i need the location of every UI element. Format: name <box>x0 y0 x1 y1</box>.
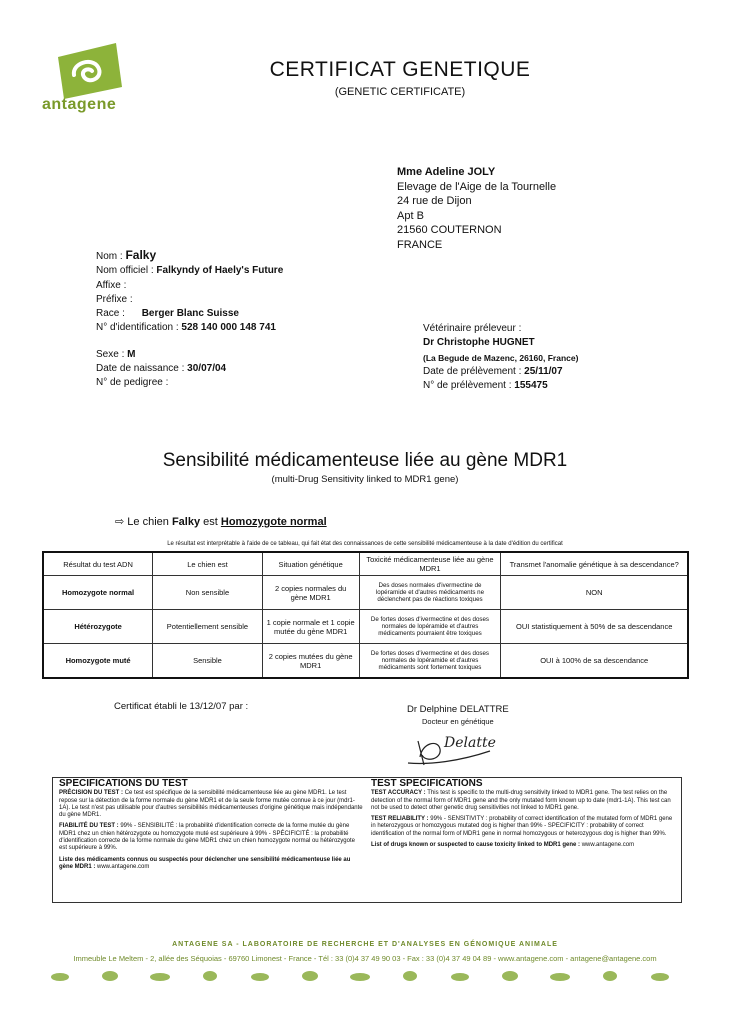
table-cell: De fortes doses d'ivermectine et des doses normales de lopéramide et d'autres médicaments sont fortement toxiques <box>359 644 501 679</box>
table-cell: Homozygote normal <box>43 576 153 610</box>
owner-line: FRANCE <box>397 238 443 251</box>
specs-fr-key: Liste des médicaments connus ou suspectés pour déclencher une sensibilité médicamenteuse liée au gène MDR1 : <box>59 856 351 870</box>
table-header: Transmet l'anomalie génétique à sa descendance? <box>501 552 688 576</box>
table-row <box>43 610 688 644</box>
table-cell: Des doses normales d'ivermectine de lopéramide et d'autres médicaments ne déclenchent pas de réactions toxiques <box>359 576 501 610</box>
footer-address: Immeuble Le Meltem - 2, allée des Séquoias - 69760 Limonest - France - Tél : 33 (0)4 37 49 90 03 - Fax : 33 (0)4 37 49 04 89 - www.antagene.com - antagene@antagene.com <box>73 954 657 963</box>
table-cell: Homozygote muté <box>43 644 153 679</box>
specs-fr-key: FIABILITÉ DU TEST : <box>59 823 119 830</box>
table-cell: NON <box>501 576 688 610</box>
specs-en-key: TEST ACCURACY : <box>371 790 426 797</box>
test-result <box>115 515 327 528</box>
certificate-issued: Certificat établi le 13/12/07 par : <box>114 701 249 712</box>
specs-fr <box>59 780 364 875</box>
certificate-subtitle: (GENETIC CERTIFICATE) <box>334 86 466 98</box>
table-header: Toxicité médicamenteuse liée au gène MDR1 <box>359 552 501 576</box>
specifications-box <box>52 777 682 903</box>
table-note: Le résultat est interprétable à l'aide de ce tableau, qui fait état des connaissances de cette sensibilité médicamenteuse à la date d'édition du certificat <box>167 541 563 547</box>
specs-en-text: 99% - SENSITIVITY : probability of correct identification of the mutated form of MDR1 gene in heterozygous or homozygous mutated dog is higher than 99% - SPECIFICITY : probability of correct identification of the normal form of MDR1 gene in normal homozygous or heterozygous dog is higher than 99%. <box>371 816 673 837</box>
specs-fr-text: Ce test est spécifique de la sensibilité médicamenteuse liée au gène MDR1. Le test repose sur la détection de la forme normale du gène MDR1 et de la seule forme mutée connue à ce jour (mdr1-1A). Le test n'est pas utilisable pour d'autres sensibilités médicamenteuses d'origine génétique mais indépendante du gène MDR1. <box>59 790 363 819</box>
owner-line: Elevage de l'Aige de la Tournelle <box>397 180 557 193</box>
animal-silhouettes-icon <box>40 968 690 984</box>
result-verb: est <box>203 516 218 528</box>
signer-title: Docteur en génétique <box>422 717 494 726</box>
table-header: Le chien est <box>153 552 263 576</box>
specs-en-key: List of drugs known or suspected to cause toxicity linked to MDR1 gene : <box>371 842 581 849</box>
table-header: Résultat du test ADN <box>43 552 153 576</box>
table-cell: Hétérozygote <box>43 610 153 644</box>
table-cell: Non sensible <box>153 576 263 610</box>
table-row <box>43 576 688 610</box>
vet-info <box>423 322 578 393</box>
table-cell: De fortes doses d'ivermectine et des doses normales de lopéramide et d'autres médicaments pourraient être toxiques <box>359 610 501 644</box>
specs-fr-key: PRÉCISION DU TEST : <box>59 790 124 797</box>
certificate-title: CERTIFICAT GENETIQUE <box>269 58 531 81</box>
signer-name: Dr Delphine DELATTRE <box>407 704 509 715</box>
result-prefix: Le chien <box>127 516 169 528</box>
owner-name: Mme Adeline JOLY <box>397 166 496 178</box>
table-cell: Potentiellement sensible <box>153 610 263 644</box>
dog-breed-label: Race : <box>96 308 125 320</box>
specs-fr-text: 99% - SENSIBILITÉ : la probabilité d'identification correcte de la forme mutée du gène MDR1 chez un chien hétérozygote ou homozygote muté est supérieure à 99% - SPÉCIFICITÉ : la probabilité d'identification correcte de la forme normale du gène MDR1 chez un chien homozygote normal ou hétérozygote est supérieure à 99%. <box>59 823 355 852</box>
signature-icon <box>400 725 520 770</box>
table-cell: OUI statistiquement à 50% de sa descendance <box>501 610 688 644</box>
dog-prefix-label: Préfixe : <box>96 293 133 305</box>
dog-sex: M <box>127 348 136 360</box>
mdr1-table <box>42 551 689 679</box>
footer-company: ANTAGENE SA - LABORATOIRE DE RECHERCHE ET D'ANALYSES EN GÉNOMIQUE ANIMALE <box>172 941 558 948</box>
dog-info <box>96 248 283 391</box>
dog-name: Falky <box>125 248 157 262</box>
owner-address <box>397 165 556 252</box>
owner-line: 24 rue de Dijon <box>397 195 472 207</box>
result-genotype: Homozygote normal <box>220 516 327 528</box>
specs-fr-title: SPECIFICATIONS DU TEST <box>59 778 188 789</box>
sample-number: 155475 <box>514 380 548 392</box>
sample-number-label: N° de prélèvement : <box>423 380 512 392</box>
table-header: Situation génétique <box>262 552 359 576</box>
table-cell: 1 copie normale et 1 copie mutée du gène MDR1 <box>262 610 359 644</box>
vet-label: Vétérinaire préleveur : <box>423 323 522 334</box>
dog-birth-label: Date de naissance : <box>96 363 185 375</box>
owner-line: 21560 COUTERNON <box>397 224 502 236</box>
dog-id-label: N° d'identification : <box>96 322 179 334</box>
table-cell: OUI à 100% de sa descendance <box>501 644 688 679</box>
section-subtitle: (multi-Drug Sensitivity linked to MDR1 gene) <box>271 474 459 485</box>
dog-affix-label: Affixe : <box>96 279 127 291</box>
section-title: Sensibilité médicamenteuse liée au gène MDR1 <box>162 450 568 471</box>
logo-wordmark: antagene <box>42 96 117 113</box>
dog-id: 528 140 000 148 741 <box>181 322 276 334</box>
specs-en-link: www.antagene.com <box>581 842 635 849</box>
specs-fr-link: www.antagene.com <box>97 863 150 870</box>
table-cell: 2 copies mutées du gène MDR1 <box>262 644 359 679</box>
signature-text: Delatte <box>444 735 496 751</box>
owner-line: Apt B <box>397 209 424 222</box>
sample-date-label: Date de prélèvement : <box>423 365 522 377</box>
dog-official-label: Nom officiel : <box>96 265 154 277</box>
table-row <box>43 644 688 679</box>
dog-birth-date: 30/07/04 <box>187 363 227 375</box>
table-cell: 2 copies normales du gène MDR1 <box>262 576 359 610</box>
specs-en-key: TEST RELIABILITY : <box>371 816 429 823</box>
dog-breed: Berger Blanc Suisse <box>141 308 239 320</box>
arrow-icon: ⇨ <box>115 516 125 528</box>
dog-pedigree-label: N° de pedigree : <box>96 377 169 389</box>
result-dog-name: Falky <box>171 516 201 528</box>
sample-date: 25/11/07 <box>524 365 563 377</box>
specs-en-text: This test is specific to the multi-drug sensitivity linked to MDR1 gene. The test relies on the detection of the normal form of MDR1 gene and the only mutated form known up to date (mdr1-1A). This test can not be used to detect other genetic drug sensitivities not linked to MDR1 gene. <box>371 790 671 811</box>
vet-address: (La Begude de Mazenc, 26160, France) <box>423 352 579 363</box>
specs-en-title: TEST SPECIFICATIONS <box>371 778 483 789</box>
vet-name: Dr Christophe HUGNET <box>423 337 535 349</box>
specs-en <box>371 780 676 853</box>
dog-name-label: Nom : <box>96 251 123 262</box>
dog-sex-label: Sexe : <box>96 348 125 360</box>
table-cell: Sensible <box>153 644 263 679</box>
dog-official-name: Falkyndy of Haely's Future <box>156 265 284 277</box>
table-header-row <box>43 552 688 576</box>
